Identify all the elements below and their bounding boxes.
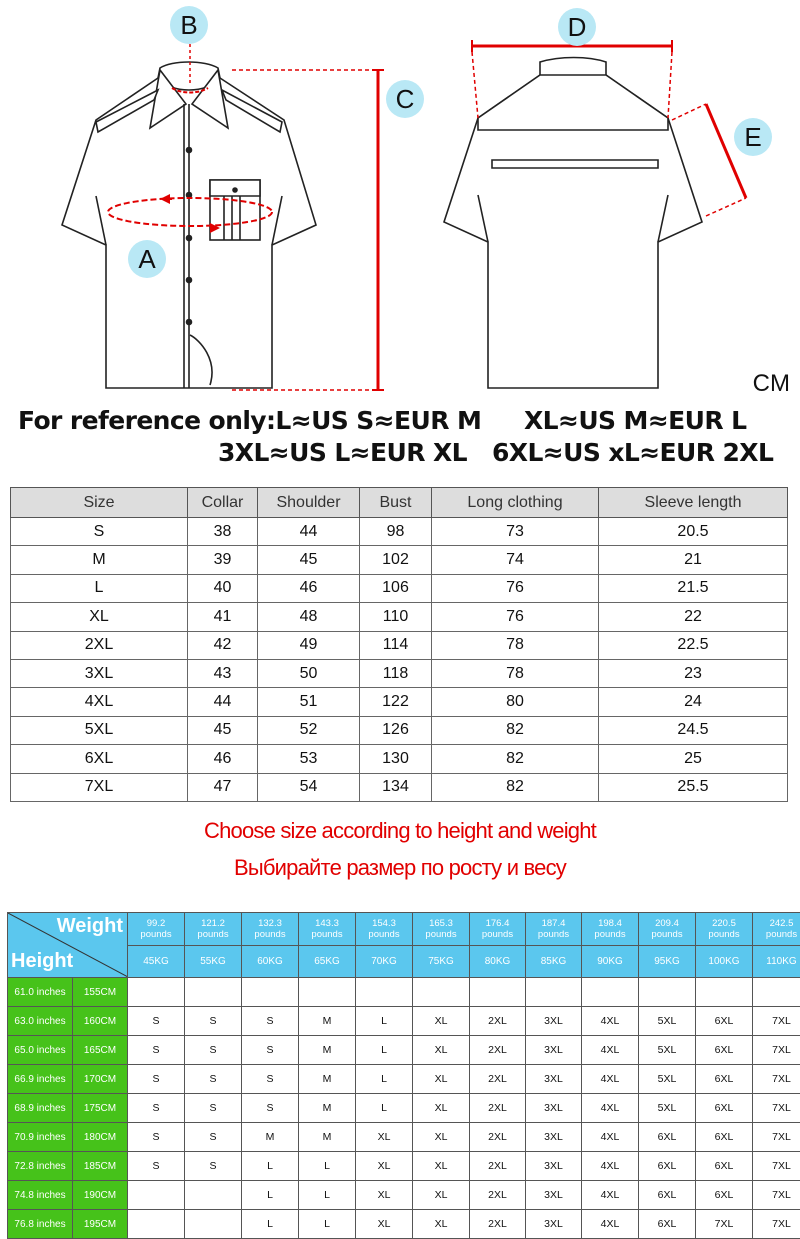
recommended-size-cell: S (185, 1152, 242, 1181)
header-sleeve-length: Sleeve length (599, 488, 788, 518)
height-row (8, 1007, 800, 1036)
size-row (11, 773, 788, 801)
weight-pounds-cell (413, 913, 470, 946)
size-cell-long-clothing: 78 (432, 631, 599, 659)
weight-pounds-value: 154.3 (356, 918, 412, 929)
recommended-size-cell: 4XL (582, 1123, 639, 1152)
label-b: B (170, 6, 208, 44)
size-cell-long-clothing: 82 (432, 773, 599, 801)
shirt-measurement-figure (0, 0, 800, 400)
size-cell-shoulder: 49 (258, 631, 360, 659)
recommended-size-cell: XL (413, 1094, 470, 1123)
weight-pounds-value: 165.3 (413, 918, 469, 929)
recommended-size-cell: 2XL (470, 1007, 526, 1036)
size-cell-collar: 38 (188, 518, 258, 546)
recommended-size-cell: 7XL (753, 1065, 800, 1094)
size-cell-collar: 40 (188, 574, 258, 602)
recommended-size-cell: 3XL (526, 1181, 582, 1210)
weight-pounds-cell (639, 913, 696, 946)
recommended-size-cell: 4XL (582, 1181, 639, 1210)
size-cell-bust: 110 (360, 603, 432, 631)
recommended-size-cell: 6XL (639, 1181, 696, 1210)
recommended-size-cell: L (299, 1152, 356, 1181)
weight-pounds-unit: pounds (753, 929, 800, 940)
recommended-size-cell: S (128, 1094, 185, 1123)
height-row (8, 1152, 800, 1181)
weight-pounds-unit: pounds (128, 929, 184, 940)
height-cm-cell: 170CM (73, 1065, 128, 1094)
chart-corner (8, 913, 128, 978)
size-cell-size: L (11, 574, 188, 602)
recommended-size-cell: L (242, 1210, 299, 1239)
recommended-size-cell: M (242, 1123, 299, 1152)
weight-pounds-value: 143.3 (299, 918, 355, 929)
recommended-size-cell: 3XL (526, 1123, 582, 1152)
recommended-size-cell: XL (413, 1181, 470, 1210)
size-table (10, 487, 788, 802)
recommended-size-cell: 5XL (639, 1007, 696, 1036)
recommended-size-cell (128, 1210, 185, 1239)
size-cell-size: 2XL (11, 631, 188, 659)
size-row (11, 574, 788, 602)
size-cell-bust: 102 (360, 546, 432, 574)
weight-kg-cell: 75KG (413, 945, 470, 978)
weight-pounds-unit: pounds (696, 929, 752, 940)
weight-pounds-cell (753, 913, 800, 946)
weight-pounds-value: 209.4 (639, 918, 695, 929)
recommended-size-cell: M (299, 1094, 356, 1123)
recommended-size-cell: 2XL (470, 1123, 526, 1152)
size-cell-long-clothing: 78 (432, 659, 599, 687)
size-cell-bust: 118 (360, 659, 432, 687)
weight-kg-cell: 90KG (582, 945, 639, 978)
weight-pounds-unit: pounds (470, 929, 525, 940)
height-cm-cell: 165CM (73, 1036, 128, 1065)
size-cell-sleeve-length: 21.5 (599, 574, 788, 602)
weight-pounds-unit: pounds (356, 929, 412, 940)
reference-line-1: For reference only:L≈US S≈EUR M (18, 406, 481, 435)
weight-kg-cell: 110KG (753, 945, 800, 978)
recommended-size-cell: 5XL (639, 1036, 696, 1065)
weight-pounds-cell (185, 913, 242, 946)
size-cell-sleeve-length: 20.5 (599, 518, 788, 546)
weight-kg-cell: 85KG (526, 945, 582, 978)
recommended-size-cell: 6XL (639, 1210, 696, 1239)
size-row (11, 688, 788, 716)
recommended-size-cell: 3XL (526, 1065, 582, 1094)
weight-pounds-row (8, 913, 800, 946)
height-cm-cell: 175CM (73, 1094, 128, 1123)
recommended-size-cell: 6XL (696, 1036, 753, 1065)
size-cell-sleeve-length: 25 (599, 745, 788, 773)
recommended-size-cell: S (185, 1094, 242, 1123)
recommended-size-cell: 6XL (696, 1152, 753, 1181)
weight-pounds-value: 198.4 (582, 918, 638, 929)
recommended-size-cell: 7XL (753, 1123, 800, 1152)
recommended-size-cell: S (128, 1123, 185, 1152)
weight-pounds-value: 242.5 (753, 918, 800, 929)
weight-pounds-unit: pounds (299, 929, 355, 940)
recommended-size-cell: 6XL (696, 1007, 753, 1036)
size-cell-collar: 39 (188, 546, 258, 574)
recommended-size-cell (128, 978, 185, 1007)
size-cell-size: 7XL (11, 773, 188, 801)
recommended-size-cell: XL (413, 1007, 470, 1036)
recommended-size-cell: S (242, 1007, 299, 1036)
recommended-size-cell (696, 978, 753, 1007)
height-row (8, 1065, 800, 1094)
header-collar: Collar (188, 488, 258, 518)
weight-pounds-cell (696, 913, 753, 946)
recommended-size-cell (242, 978, 299, 1007)
recommended-size-cell: 7XL (753, 1210, 800, 1239)
recommended-size-cell: S (185, 1065, 242, 1094)
height-cm-cell: 195CM (73, 1210, 128, 1239)
height-inches-cell: 76.8 inches (8, 1210, 73, 1239)
height-row (8, 1210, 800, 1239)
recommended-size-cell (185, 978, 242, 1007)
recommended-size-cell: 5XL (639, 1094, 696, 1123)
weight-pounds-cell (582, 913, 639, 946)
size-cell-collar: 42 (188, 631, 258, 659)
size-row (11, 745, 788, 773)
height-row (8, 1094, 800, 1123)
recommended-size-cell: 4XL (582, 1210, 639, 1239)
size-row (11, 716, 788, 744)
height-cm-cell: 155CM (73, 978, 128, 1007)
size-cell-long-clothing: 76 (432, 603, 599, 631)
recommended-size-cell: 2XL (470, 1094, 526, 1123)
weight-pounds-value: 132.3 (242, 918, 298, 929)
recommended-size-cell: 5XL (639, 1065, 696, 1094)
size-cell-collar: 47 (188, 773, 258, 801)
recommended-size-cell: XL (413, 1065, 470, 1094)
size-cell-long-clothing: 73 (432, 518, 599, 546)
recommended-size-cell: L (356, 1094, 413, 1123)
size-cell-size: 5XL (11, 716, 188, 744)
size-cell-bust: 106 (360, 574, 432, 602)
weight-axis-label: Weight (57, 915, 123, 938)
weight-pounds-value: 121.2 (185, 918, 241, 929)
recommended-size-cell: 6XL (639, 1123, 696, 1152)
recommended-size-cell: XL (413, 1036, 470, 1065)
size-cell-collar: 43 (188, 659, 258, 687)
recommended-size-cell: 6XL (696, 1065, 753, 1094)
size-cell-sleeve-length: 23 (599, 659, 788, 687)
recommended-size-cell: S (242, 1036, 299, 1065)
size-cell-bust: 114 (360, 631, 432, 659)
size-cell-bust: 126 (360, 716, 432, 744)
weight-pounds-value: 187.4 (526, 918, 581, 929)
weight-kg-cell: 65KG (299, 945, 356, 978)
size-cell-bust: 98 (360, 518, 432, 546)
size-cell-shoulder: 48 (258, 603, 360, 631)
height-inches-cell: 66.9 inches (8, 1065, 73, 1094)
size-cell-size: 3XL (11, 659, 188, 687)
size-cell-size: M (11, 546, 188, 574)
recommended-size-cell (413, 978, 470, 1007)
recommended-size-cell: 3XL (526, 1094, 582, 1123)
weight-pounds-cell (526, 913, 582, 946)
weight-pounds-cell (356, 913, 413, 946)
label-a: A (128, 240, 166, 278)
weight-pounds-cell (299, 913, 356, 946)
recommended-size-cell: S (185, 1007, 242, 1036)
reference-line-1b: XL≈US M≈EUR L (524, 406, 746, 435)
weight-kg-cell: 95KG (639, 945, 696, 978)
size-row (11, 546, 788, 574)
recommended-size-cell (470, 978, 526, 1007)
height-inches-cell: 72.8 inches (8, 1152, 73, 1181)
recommended-size-cell: XL (413, 1152, 470, 1181)
recommended-size-cell: XL (413, 1123, 470, 1152)
recommended-size-cell: L (242, 1152, 299, 1181)
recommended-size-cell: S (128, 1152, 185, 1181)
weight-pounds-value: 220.5 (696, 918, 752, 929)
height-cm-cell: 185CM (73, 1152, 128, 1181)
weight-pounds-value: 176.4 (470, 918, 525, 929)
weight-kg-cell: 80KG (470, 945, 526, 978)
recommended-size-cell: S (128, 1036, 185, 1065)
size-cell-shoulder: 50 (258, 659, 360, 687)
size-cell-sleeve-length: 24.5 (599, 716, 788, 744)
size-cell-sleeve-length: 22.5 (599, 631, 788, 659)
size-cell-long-clothing: 76 (432, 574, 599, 602)
recommended-size-cell (185, 1181, 242, 1210)
size-cell-bust: 130 (360, 745, 432, 773)
recommended-size-cell: 7XL (696, 1210, 753, 1239)
height-inches-cell: 70.9 inches (8, 1123, 73, 1152)
size-cell-long-clothing: 74 (432, 546, 599, 574)
reference-line-2: 3XL≈US L≈EUR XL (218, 438, 467, 467)
size-cell-size: S (11, 518, 188, 546)
weight-pounds-unit: pounds (413, 929, 469, 940)
recommended-size-cell: L (356, 1065, 413, 1094)
recommended-size-cell: 3XL (526, 1210, 582, 1239)
recommended-size-cell: L (299, 1181, 356, 1210)
size-cell-sleeve-length: 22 (599, 603, 788, 631)
recommended-size-cell: L (242, 1181, 299, 1210)
recommended-size-cell: 4XL (582, 1152, 639, 1181)
recommended-size-cell: S (185, 1123, 242, 1152)
size-cell-shoulder: 53 (258, 745, 360, 773)
size-cell-bust: 122 (360, 688, 432, 716)
height-row (8, 1181, 800, 1210)
recommended-size-cell: 4XL (582, 1065, 639, 1094)
recommended-size-cell: 4XL (582, 1007, 639, 1036)
weight-pounds-cell (470, 913, 526, 946)
recommended-size-cell: 4XL (582, 1094, 639, 1123)
weight-pounds-cell (242, 913, 299, 946)
size-cell-shoulder: 51 (258, 688, 360, 716)
height-inches-cell: 63.0 inches (8, 1007, 73, 1036)
weight-kg-cell: 100KG (696, 945, 753, 978)
label-c: C (386, 80, 424, 118)
shirt-diagram (0, 0, 800, 400)
recommended-size-cell (299, 978, 356, 1007)
weight-pounds-unit: pounds (185, 929, 241, 940)
recommended-size-cell: 6XL (696, 1094, 753, 1123)
height-cm-cell: 180CM (73, 1123, 128, 1152)
size-row (11, 518, 788, 546)
recommended-size-cell: 3XL (526, 1152, 582, 1181)
label-d: D (558, 8, 596, 46)
header-size: Size (11, 488, 188, 518)
size-cell-shoulder: 45 (258, 546, 360, 574)
recommended-size-cell: S (128, 1007, 185, 1036)
recommended-size-cell: 3XL (526, 1007, 582, 1036)
weight-pounds-cell (128, 913, 185, 946)
recommended-size-cell: XL (356, 1123, 413, 1152)
recommended-size-cell (753, 978, 800, 1007)
recommended-size-cell: S (185, 1036, 242, 1065)
size-cell-collar: 45 (188, 716, 258, 744)
header-bust: Bust (360, 488, 432, 518)
recommended-size-cell: L (356, 1036, 413, 1065)
recommended-size-cell: L (299, 1210, 356, 1239)
recommended-size-cell: 7XL (753, 1094, 800, 1123)
recommended-size-cell: M (299, 1007, 356, 1036)
recommended-size-cell: XL (356, 1152, 413, 1181)
instruction-english: Choose size according to height and weight (0, 818, 800, 844)
reference-line-2b: 6XL≈US xL≈EUR 2XL (492, 438, 773, 467)
weight-kg-cell: 70KG (356, 945, 413, 978)
recommended-size-cell: 4XL (582, 1036, 639, 1065)
size-cell-collar: 41 (188, 603, 258, 631)
recommended-size-cell: 2XL (470, 1181, 526, 1210)
weight-kg-cell: 45KG (128, 945, 185, 978)
size-cell-sleeve-length: 25.5 (599, 773, 788, 801)
header-shoulder: Shoulder (258, 488, 360, 518)
recommended-size-cell: 7XL (753, 1007, 800, 1036)
height-inches-cell: 65.0 inches (8, 1036, 73, 1065)
label-e: E (734, 118, 772, 156)
recommended-size-cell: L (356, 1007, 413, 1036)
recommended-size-cell: 3XL (526, 1036, 582, 1065)
size-cell-bust: 134 (360, 773, 432, 801)
recommended-size-cell: 2XL (470, 1210, 526, 1239)
size-cell-long-clothing: 80 (432, 688, 599, 716)
weight-pounds-unit: pounds (242, 929, 298, 940)
size-cell-shoulder: 52 (258, 716, 360, 744)
recommended-size-cell: XL (413, 1210, 470, 1239)
size-cell-shoulder: 46 (258, 574, 360, 602)
recommended-size-cell: XL (356, 1181, 413, 1210)
size-cell-sleeve-length: 21 (599, 546, 788, 574)
height-cm-cell: 190CM (73, 1181, 128, 1210)
recommended-size-cell: 2XL (470, 1152, 526, 1181)
recommended-size-cell (582, 978, 639, 1007)
recommended-size-cell: M (299, 1036, 356, 1065)
size-row (11, 603, 788, 631)
weight-pounds-unit: pounds (582, 929, 638, 940)
recommended-size-cell (639, 978, 696, 1007)
recommended-size-cell: S (242, 1094, 299, 1123)
size-cell-shoulder: 44 (258, 518, 360, 546)
weight-pounds-unit: pounds (639, 929, 695, 940)
size-row (11, 631, 788, 659)
size-cell-size: 4XL (11, 688, 188, 716)
size-cell-size: 6XL (11, 745, 188, 773)
height-row (8, 1036, 800, 1065)
recommended-size-cell: 6XL (696, 1181, 753, 1210)
height-inches-cell: 68.9 inches (8, 1094, 73, 1123)
recommended-size-cell (185, 1210, 242, 1239)
height-axis-label: Height (11, 950, 73, 973)
height-inches-cell: 61.0 inches (8, 978, 73, 1007)
recommended-size-cell: S (242, 1065, 299, 1094)
recommended-size-cell: 2XL (470, 1036, 526, 1065)
header-long-clothing: Long clothing (432, 488, 599, 518)
recommended-size-cell (128, 1181, 185, 1210)
weight-kg-cell: 60KG (242, 945, 299, 978)
size-cell-size: XL (11, 603, 188, 631)
recommended-size-cell: M (299, 1123, 356, 1152)
recommended-size-cell: 2XL (470, 1065, 526, 1094)
size-cell-sleeve-length: 24 (599, 688, 788, 716)
recommended-size-cell: 7XL (753, 1152, 800, 1181)
size-cell-long-clothing: 82 (432, 716, 599, 744)
recommended-size-cell: 6XL (696, 1123, 753, 1152)
recommended-size-cell: 7XL (753, 1036, 800, 1065)
size-cell-long-clothing: 82 (432, 745, 599, 773)
recommended-size-cell: 6XL (639, 1152, 696, 1181)
back-shirt-icon (444, 58, 702, 389)
recommended-size-cell: M (299, 1065, 356, 1094)
recommended-size-cell: XL (356, 1210, 413, 1239)
height-inches-cell: 74.8 inches (8, 1181, 73, 1210)
size-row (11, 659, 788, 687)
size-cell-collar: 44 (188, 688, 258, 716)
weight-kg-cell: 55KG (185, 945, 242, 978)
height-cm-cell: 160CM (73, 1007, 128, 1036)
height-weight-chart (7, 912, 800, 1239)
height-row (8, 978, 800, 1007)
recommended-size-cell (356, 978, 413, 1007)
size-cell-collar: 46 (188, 745, 258, 773)
recommended-size-cell: S (128, 1065, 185, 1094)
instruction-russian: Выбирайте размер по росту и весу (0, 855, 800, 881)
recommended-size-cell (526, 978, 582, 1007)
size-cell-shoulder: 54 (258, 773, 360, 801)
height-row (8, 1123, 800, 1152)
size-table-header (11, 488, 788, 518)
unit-label: CM (753, 370, 790, 398)
recommended-size-cell: 7XL (753, 1181, 800, 1210)
weight-pounds-unit: pounds (526, 929, 581, 940)
weight-pounds-value: 99.2 (128, 918, 184, 929)
